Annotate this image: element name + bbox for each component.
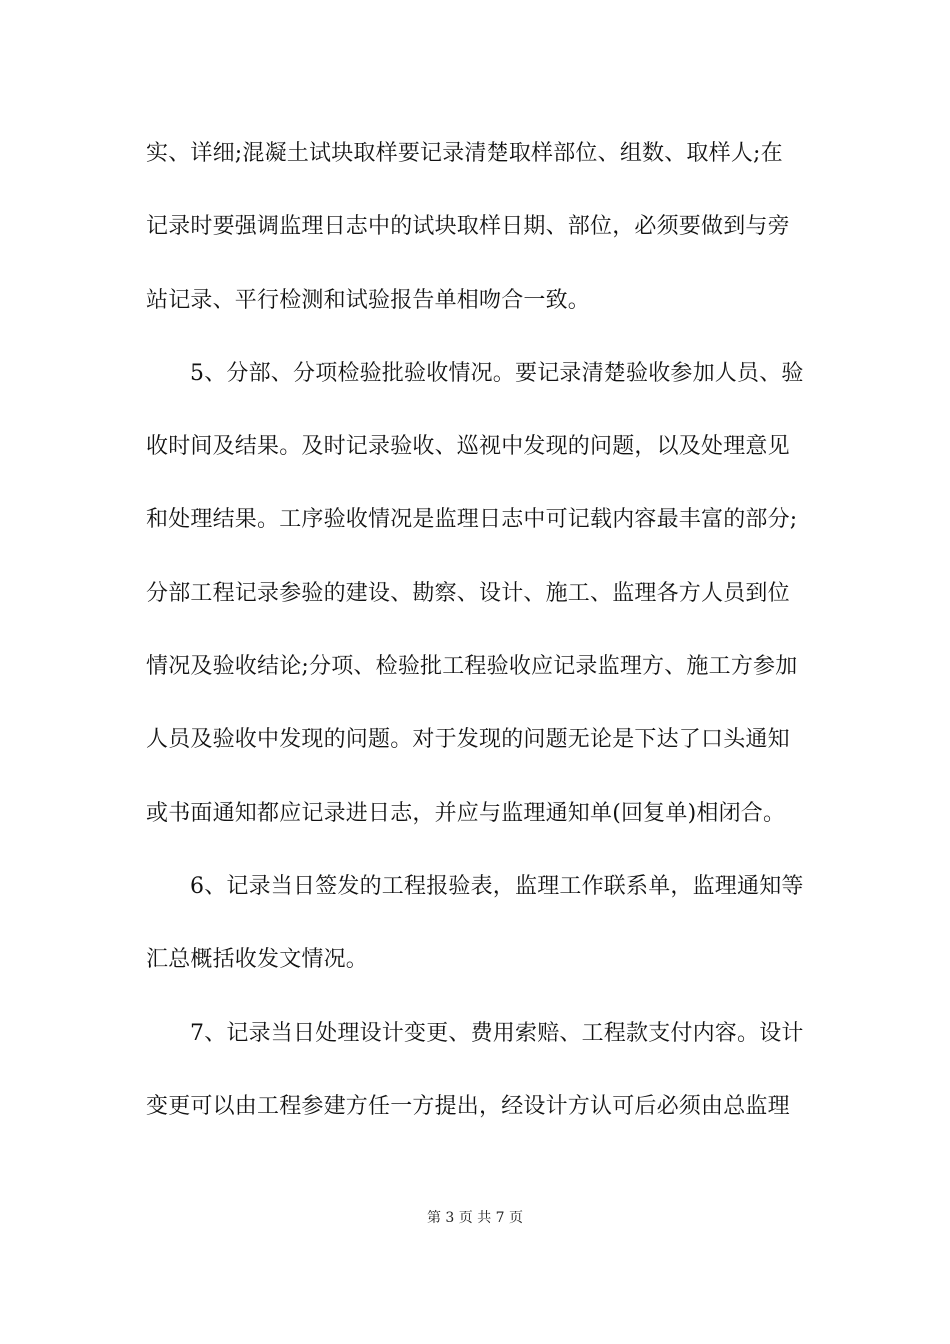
paragraph-1-line-1: 实、详细;混凝土试块取样要记录清楚取样部位、组数、取样人;在	[146, 141, 783, 166]
document-body	[146, 134, 811, 1160]
paragraph-2-line-1: 5、分部、分项检验批验收情况。要记录清楚验收参加人员、验	[190, 360, 804, 386]
paragraph-4-line-2: 变更可以由工程参建方任一方提出，经设计方认可后必须由总监理	[146, 1093, 790, 1119]
paragraph-1-line-2: 记录时要强调监理日志中的试块取样日期、部位，必须要做到与旁	[146, 214, 790, 240]
paragraph-3-line-1: 6、记录当日签发的工程报验表，监理工作联系单，监理通知等	[190, 873, 804, 899]
paragraph-2-line-3: 和处理结果。工序验收情况是监理日志中可记载内容最丰富的部分;	[146, 507, 798, 533]
paragraph-2-line-6: 人员及验收中发现的问题。对于发现的问题无论是下达了口头通知	[146, 727, 790, 753]
paragraph-2-line-2: 收时间及结果。及时记录验收、巡视中发现的问题，以及处理意见	[146, 434, 790, 460]
paragraph-2-line-4: 分部工程记录参验的建设、勘察、设计、施工、监理各方人员到位	[146, 580, 790, 606]
page-number-indicator: 第 3 页 共 7 页	[426, 1210, 524, 1226]
paragraph-1-line-3: 站记录、平行检测和试验报告单相吻合一致。	[146, 287, 591, 313]
paragraph-2-line-5: 情况及验收结论;分项、检验批工程验收应记录监理方、施工方参加	[146, 654, 798, 680]
paragraph-2-line-7: 或书面通知都应记录进日志，并应与监理通知单(回复单)相闭合。	[146, 800, 786, 826]
page-footer	[0, 1208, 950, 1228]
paragraph-3-line-2: 汇总概括收发文情况。	[146, 947, 369, 973]
paragraph-4-line-1: 7、记录当日处理设计变更、费用索赔、工程款支付内容。设计	[190, 1020, 804, 1046]
